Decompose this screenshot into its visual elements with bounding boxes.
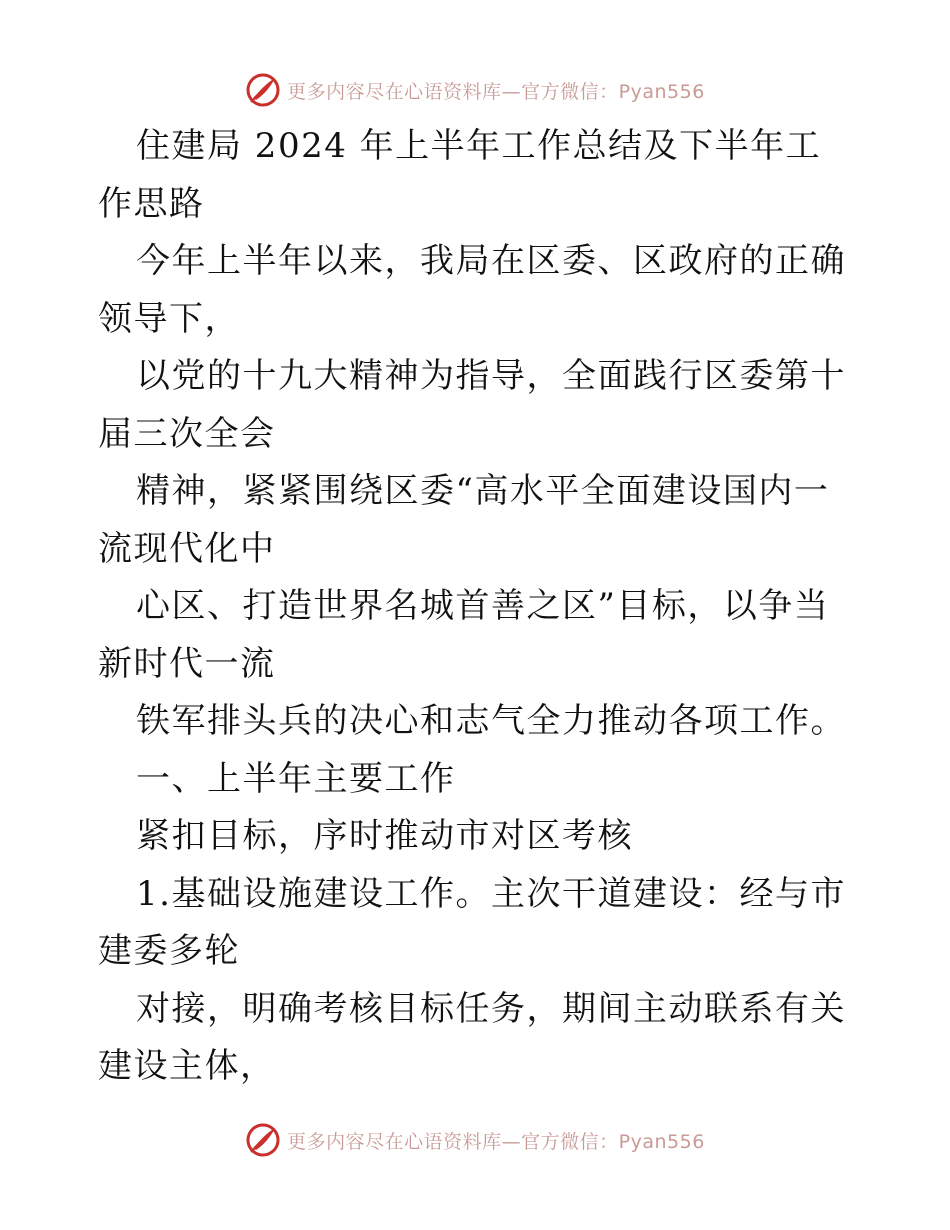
document-body: [98, 118, 852, 1096]
paragraph-2: 以党的十九大精神为指导，全面践行区委第十届三次全会: [98, 356, 846, 454]
document-title: 住建局 2024 年上半年工作总结及下半年工作思路: [98, 126, 822, 224]
feather-pen-logo-icon: [245, 72, 281, 108]
paragraph-8: 1.基础设施建设工作。主次干道建设：经与市建委多轮: [98, 873, 846, 971]
header-watermark-text: 更多内容尽在心语资料库—官方微信：Pyan556: [287, 80, 705, 103]
paragraph-4: 心区、打造世界名城首善之区”目标，以争当新时代一流: [98, 586, 830, 684]
subsection-heading: 紧扣目标，序时推动市对区考核: [136, 816, 633, 856]
paragraph-9: 对接，明确考核目标任务，期间主动联系有关建设主体，: [98, 988, 846, 1086]
paragraph-1: 今年上半年以来，我局在区委、区政府的正确领导下，: [98, 241, 846, 339]
paragraph-5: 铁军排头兵的决心和志气全力推动各项工作。: [136, 701, 846, 741]
section-heading: 一、上半年主要工作: [136, 758, 456, 799]
paragraph-3: 精神，紧紧围绕区委“高水平全面建设国内一流现代化中: [98, 471, 830, 569]
feather-pen-logo-icon: [245, 1122, 281, 1158]
header-watermark: [0, 70, 950, 110]
footer-watermark: [0, 1120, 950, 1160]
footer-watermark-text: 更多内容尽在心语资料库—官方微信：Pyan556: [287, 1130, 705, 1153]
